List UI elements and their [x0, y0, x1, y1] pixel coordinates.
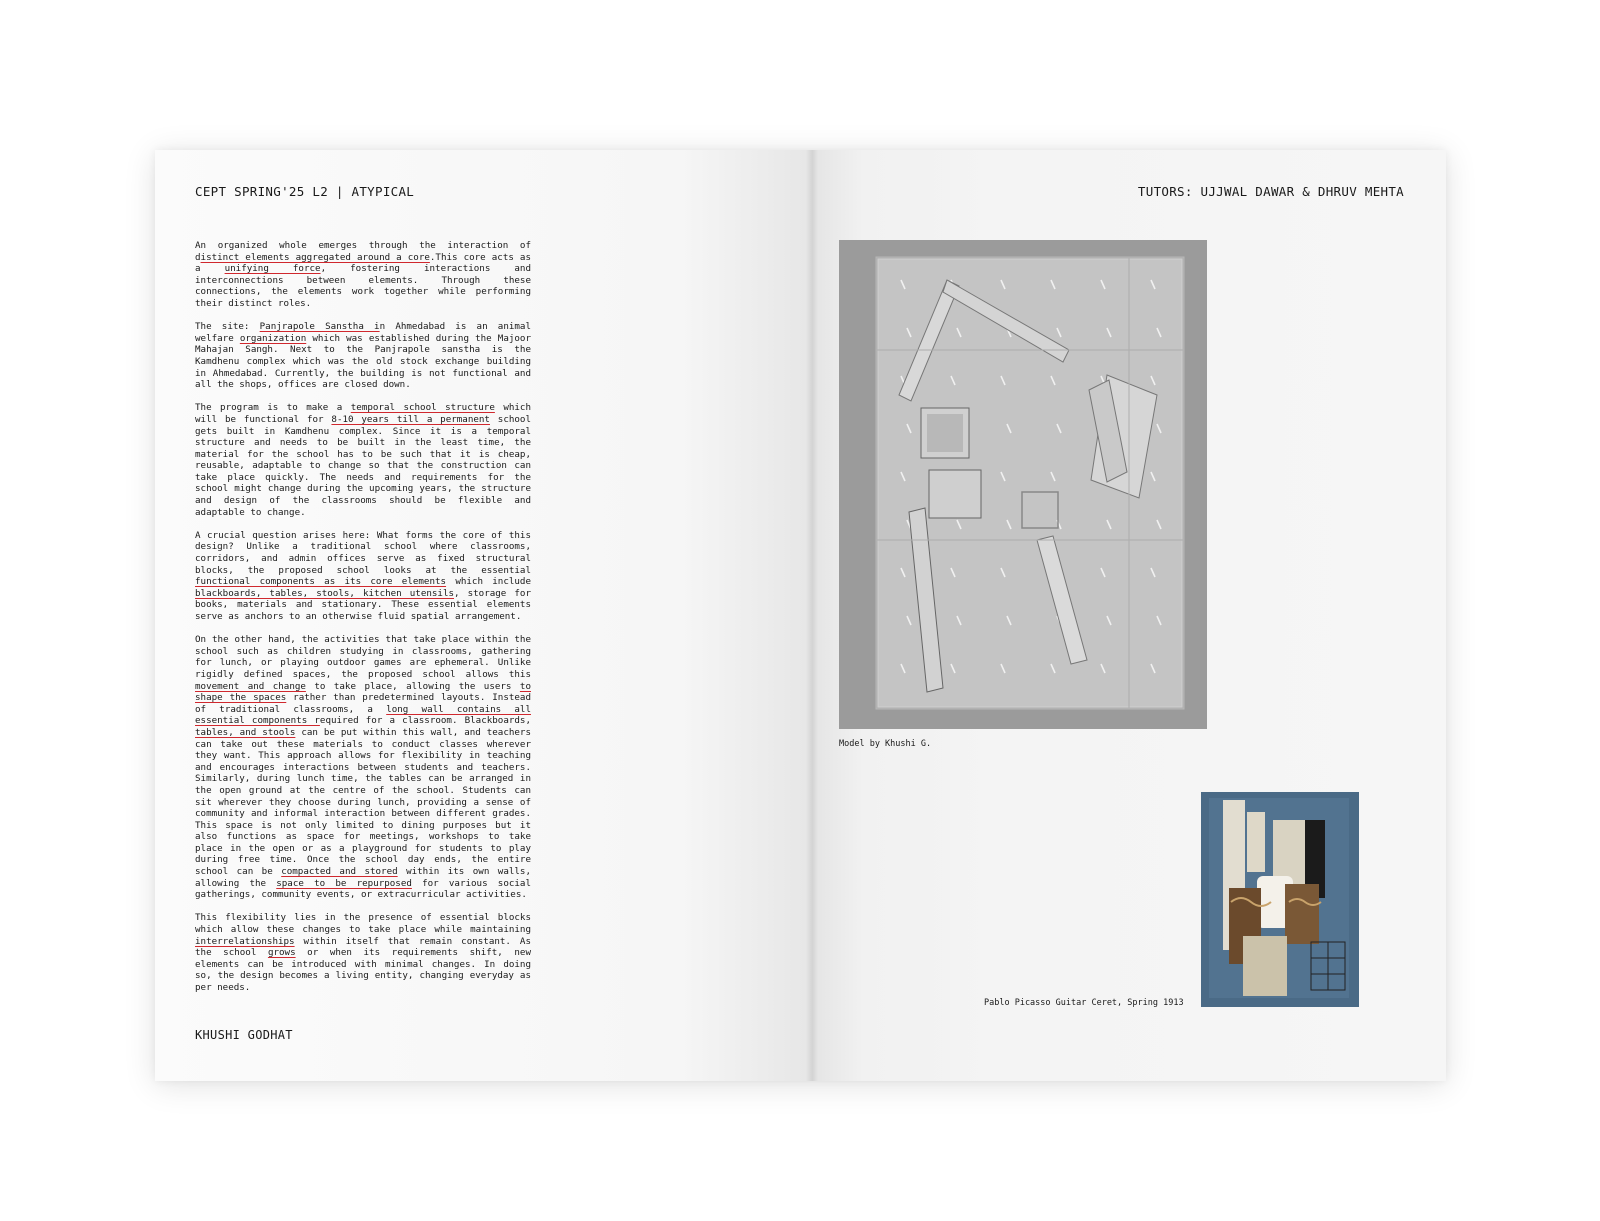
spine-gutter	[806, 150, 818, 1081]
right-page	[812, 150, 1446, 1081]
underlined-phrase: space to be repurposed	[276, 877, 412, 889]
essay-paragraph	[195, 530, 531, 623]
right-page-header: TUTORS: UJJWAL DAWAR & DHRUV MEHTA	[1137, 184, 1404, 199]
text-run: , fostering interactions and interconnections between elements. Through these connections, the elements work together while performing their distinct roles.	[195, 263, 531, 309]
text-run: The program is to make a	[195, 402, 351, 414]
underlined-phrase: interrelationships	[195, 935, 295, 947]
underlined-phrase: tables, and stools	[195, 726, 296, 738]
essay-body	[195, 240, 531, 1005]
text-run: The site:	[195, 321, 260, 333]
text-run: within itself that remain constant. As the school	[195, 935, 531, 959]
collage-caption: Pablo Picasso Guitar Ceret, Spring 1913	[984, 998, 1184, 1008]
underlined-phrase: unifying force	[224, 263, 321, 275]
text-run: , storage for books, materials and stationary. These essential elements serve as anchors to an otherwise fluid spatial arrangement.	[195, 587, 531, 622]
left-page-header: CEPT SPRING'25 L2 | ATYPICAL	[195, 184, 415, 199]
text-run: for various social gatherings, community events, or extracurricular activities.	[195, 877, 531, 901]
underlined-phrase: compacted and stored	[281, 866, 398, 878]
text-run: school gets built in Kamdhenu complex. Since it is a temporal structure and needs to be built in the least time, the material for the school has to be such that it is cheap, reusable, adaptable to change so that the construction can take place quickly. The needs and requirements for the school might change during the upcoming years, the structure and design of the classrooms should be flexible and adaptable to change.	[195, 413, 531, 518]
underlined-phrase: long wall contains all essential components r	[195, 703, 531, 727]
text-run: An organized whole emerges through the interaction of d	[195, 240, 531, 263]
left-page	[155, 150, 812, 1081]
underlined-phrase: Panjrapole Sanstha i	[259, 321, 380, 333]
underlined-phrase: functional components as its core elements	[195, 576, 447, 588]
text-run: within its own walls, allowing the	[195, 866, 531, 889]
text-run: A crucial question arises here: What forms the core of this design? Unlike a traditional school where classrooms, corridors, and admin offices serve as fixed structural blocks, the proposed school looks at the essential	[195, 529, 531, 576]
model-photo-caption: Model by Khushi G.	[839, 739, 932, 749]
underlined-phrase: blackboards, tables, stools, kitchen utensils	[195, 587, 455, 599]
underlined-phrase: organization	[239, 332, 307, 344]
text-run: can be put within this wall, and teachers can take out these materials to conduct classes wherever they want. This approach allows for flexibility in teaching and encourages interactions between students and teachers. Similarly, during lunch time, the tables can be arranged in the open ground at the centre of the school. Students can sit wherever they choose during lunch, providing a sense of community and informal interaction between different grades. This space is not only limited to dining purposes but it also functions as space for meetings, workshops to take place in the open or as a playground for students to play during free time. Once the school day ends, the entire school can be	[195, 726, 531, 878]
magazine-spread	[155, 150, 1446, 1081]
text-run: n Ahmedabad is an animal welfare	[195, 321, 531, 344]
text-run: which will be functional for	[195, 402, 531, 425]
essay-paragraph	[195, 402, 531, 518]
underlined-phrase: grows	[267, 947, 296, 959]
essay-paragraph	[195, 634, 531, 901]
underlined-phrase: istinct elements aggregated around a core	[200, 251, 430, 263]
essay-paragraph	[195, 912, 531, 993]
text-run: to take place, allowing the users	[305, 680, 520, 692]
text-run: On the other hand, the activities that take place within the school such as children studying in classrooms, gathering for lunch, or playing outdoor games are ephemeral. Unlike rigidly defined spaces, the proposed school allows this	[195, 634, 531, 680]
text-run: which include	[446, 576, 531, 588]
text-run: rather than predetermined layouts. Instead of traditional classrooms, a	[195, 692, 531, 715]
text-run: This flexibility lies in the presence of essential blocks which allow these changes to take place while maintaining	[195, 912, 531, 936]
essay-paragraph	[195, 321, 531, 391]
underlined-phrase: 8-10 years till a permanent	[331, 413, 490, 425]
model-photo	[839, 240, 1207, 729]
author-name: KHUSHI GODHAT	[195, 1028, 293, 1042]
essay-paragraph	[195, 240, 531, 310]
text-run: or when its requirements shift, new elements can be introduced with minimal changes. In doing so, the design becomes a living entity, changing everyday as per needs.	[195, 947, 531, 993]
picasso-collage-image	[1201, 792, 1359, 1007]
underlined-phrase: movement and change	[195, 680, 306, 692]
text-run: equired for a classroom. Blackboards,	[319, 715, 531, 727]
underlined-phrase: to shape the spaces	[195, 680, 531, 704]
text-run: .This core acts as a	[195, 251, 531, 275]
underlined-phrase: temporal school structure	[350, 402, 495, 414]
text-run: which was established during the Majoor Mahajan Sangh. Next to the Panjrapole sanstha is the Kamdhenu complex which was the old stock exchange building in Ahmedabad. Currently, the building is not functional and all the shops, offices are closed down.	[195, 332, 531, 391]
